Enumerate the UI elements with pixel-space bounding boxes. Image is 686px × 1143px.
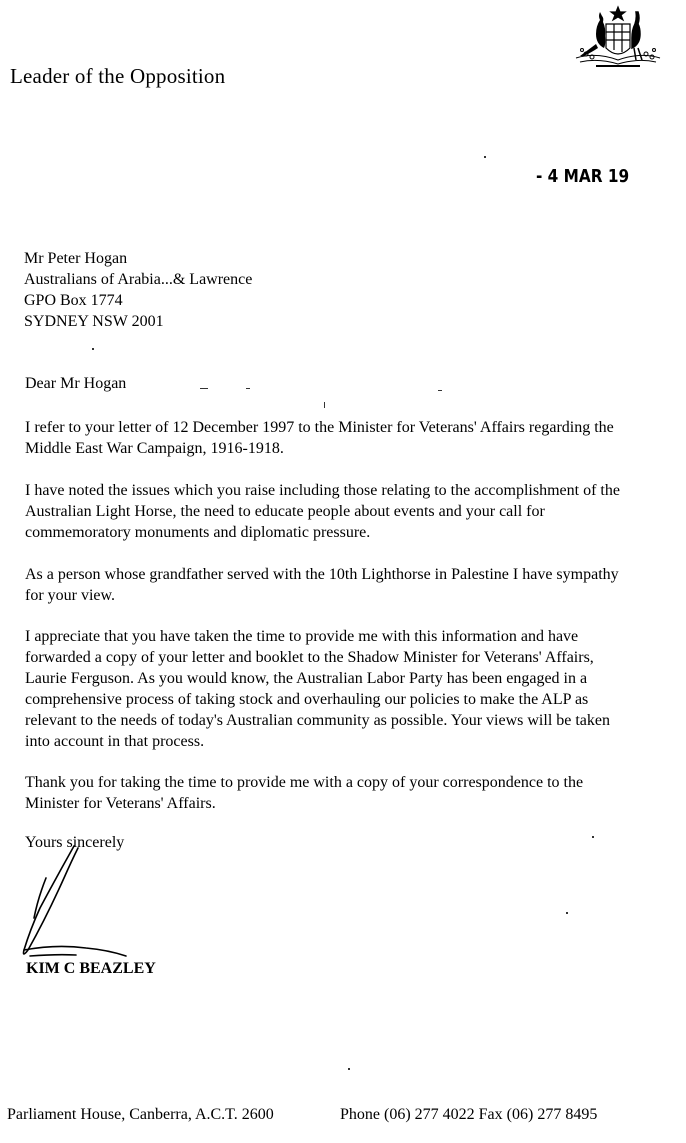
signer-name: KIM C BEAZLEY [26, 960, 156, 977]
recipient-line: Australians of Arabia...& Lawrence [24, 271, 253, 288]
scan-speck [324, 402, 325, 408]
handwritten-signature [16, 838, 136, 966]
scan-speck [246, 388, 250, 389]
salutation: Dear Mr Hogan [25, 375, 127, 392]
body-line: I have noted the issues which you raise including those relating to the accomplishment of the [25, 482, 620, 499]
body-paragraph [25, 480, 679, 543]
scan-speck [200, 388, 208, 389]
body-line: As a person whose grandfather served with the 10th Lighthorse in Palestine I have sympathy [25, 566, 619, 583]
australian-coat-of-arms-icon [566, 4, 670, 76]
body-line: comprehensive process of taking stock and overhauling our policies to make the ALP as [25, 691, 589, 708]
letterhead-office-title: Leader of the Opposition [10, 64, 226, 88]
body-line: Australian Light Horse, the need to educate people about events and your call for [25, 503, 545, 520]
body-paragraph [25, 564, 679, 606]
recipient-line: Mr Peter Hogan [24, 250, 128, 267]
body-line: Laurie Ferguson. As you would know, the Australian Labor Party has been engaged in a [25, 670, 588, 687]
recipient-line: GPO Box 1774 [24, 292, 123, 309]
closing: Yours sincerely [25, 834, 125, 851]
body-paragraph [25, 626, 679, 752]
date-received-stamp: - 4 MAR 19 [536, 166, 630, 187]
body-line: I refer to your letter of 12 December 1997 to the Minister for Veterans' Affairs regarding the [25, 419, 614, 436]
body-line: forwarded a copy of your letter and booklet to the Shadow Minister for Veterans' Affairs, [25, 649, 594, 666]
body-line: Minister for Veterans' Affairs. [25, 795, 216, 812]
scan-speck [438, 390, 442, 391]
body-line: relevant to the needs of today's Australian community as possible. Your views will be taken [25, 712, 611, 729]
scan-speck [566, 912, 568, 914]
body-line: Middle East War Campaign, 1916-1918. [25, 440, 284, 457]
body-line: for your view. [25, 587, 116, 604]
footer-phone-fax: Phone (06) 277 4022 Fax (06) 277 8495 [340, 1106, 598, 1123]
scan-speck [92, 348, 94, 350]
footer-address: Parliament House, Canberra, A.C.T. 2600 [7, 1106, 274, 1123]
scan-speck [592, 836, 594, 838]
body-line: Thank you for taking the time to provide me with a copy of your correspondence to the [25, 774, 584, 791]
recipient-line: SYDNEY NSW 2001 [24, 313, 164, 330]
body-line: I appreciate that you have taken the time to provide me with this information and have [25, 628, 579, 645]
scan-speck [484, 156, 486, 158]
recipient-address-block [24, 248, 252, 332]
body-paragraph [25, 417, 679, 459]
body-line: commemoratory monuments and diplomatic pressure. [25, 524, 371, 541]
scan-speck [348, 1068, 350, 1070]
body-paragraph [25, 772, 679, 814]
body-line: into account in that process. [25, 733, 205, 750]
